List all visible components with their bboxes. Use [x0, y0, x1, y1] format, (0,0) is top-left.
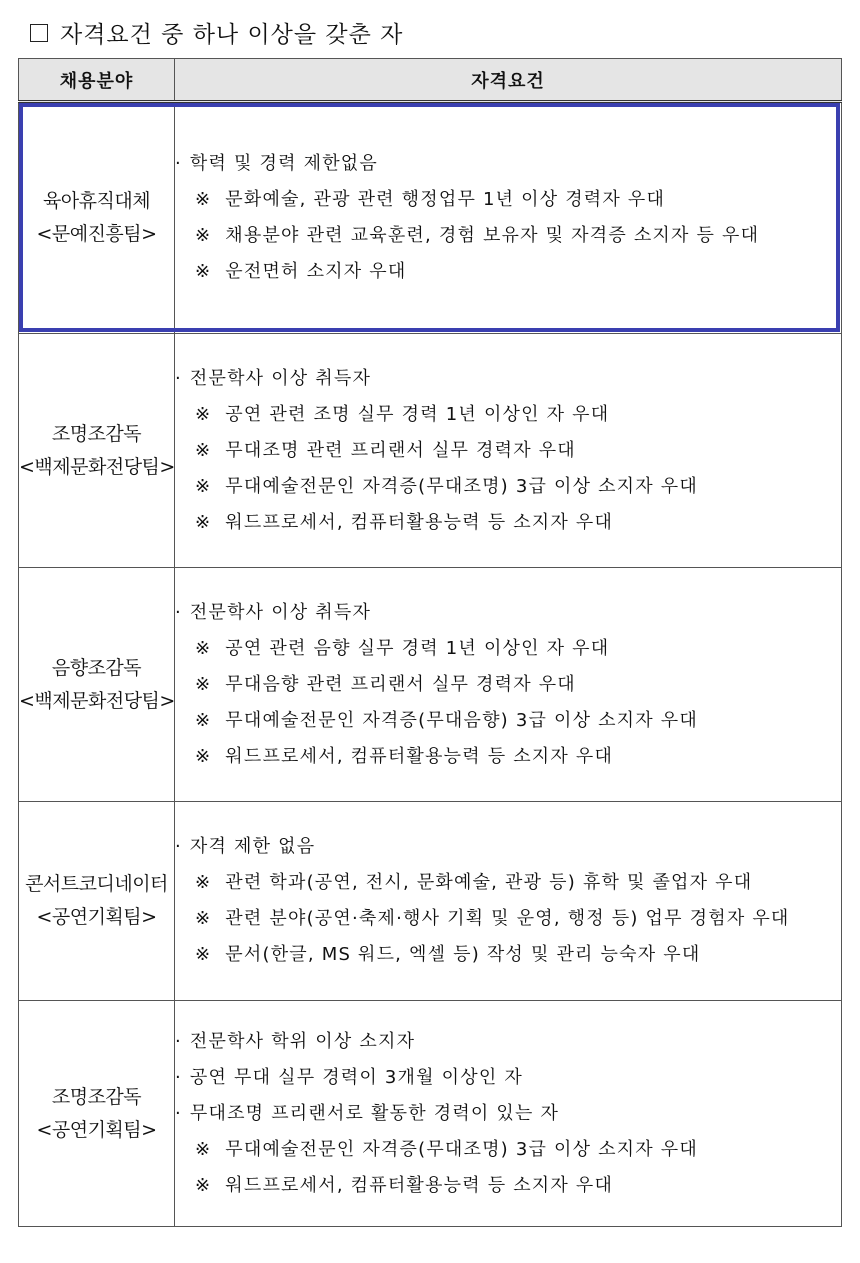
requirement-item: · 자격 제한 없음 — [175, 829, 841, 865]
requirement-item: · 공연 무대 실무 경력이 3개월 이상인 자 — [175, 1060, 841, 1096]
field-name: 콘서트코디네이터 — [25, 873, 168, 895]
requirement-item: · 전문학사 학위 이상 소지자 — [175, 1024, 841, 1060]
requirement-item: · 무대조명 프리랜서로 활동한 경력이 있는 자 — [175, 1096, 841, 1132]
field-name: 육아휴직대체 — [42, 190, 151, 212]
requirement-item: · 학력 및 경력 제한없음 — [175, 146, 841, 182]
checkbox-square-icon — [30, 24, 48, 42]
preference-note: ※ 문서(한글, MS 워드, 엑셀 등) 작성 및 관리 능숙자 우대 — [175, 937, 841, 973]
requirement-item: · 전문학사 이상 취득자 — [175, 595, 841, 631]
table-row — [19, 102, 842, 334]
preference-note: ※ 워드프로세서, 컴퓨터활용능력 등 소지자 우대 — [175, 1168, 841, 1204]
field-cell — [19, 802, 175, 1001]
preference-note: ※ 공연 관련 음향 실무 경력 1년 이상인 자 우대 — [175, 631, 841, 667]
field-team: <문예진흥팀> — [36, 223, 157, 245]
preference-note: ※ 공연 관련 조명 실무 경력 1년 이상인 자 우대 — [175, 397, 841, 433]
requirements-cell — [175, 334, 842, 568]
preference-note: ※ 무대조명 관련 프리랜서 실무 경력자 우대 — [175, 433, 841, 469]
field-cell — [19, 334, 175, 568]
field-team: <백제문화전당팀> — [19, 689, 175, 712]
requirements-cell — [175, 802, 842, 1001]
field-cell — [19, 102, 175, 334]
table-row — [19, 568, 842, 802]
header-requirements: 자격요건 — [175, 59, 842, 102]
preference-note: ※ 무대예술전문인 자격증(무대음향) 3급 이상 소지자 우대 — [175, 703, 841, 739]
preference-note: ※ 워드프로세서, 컴퓨터활용능력 등 소지자 우대 — [175, 505, 841, 541]
preference-note: ※ 관련 분야(공연·축제·행사 기획 및 운영, 행정 등) 업무 경험자 우대 — [175, 901, 841, 937]
requirements-cell — [175, 1001, 842, 1227]
field-team: <공연기획팀> — [36, 906, 157, 928]
field-name: 음향조감독 — [51, 656, 142, 679]
field-team: <백제문화전당팀> — [19, 455, 175, 478]
requirement-item: · 전문학사 이상 취득자 — [175, 361, 841, 397]
preference-note: ※ 무대예술전문인 자격증(무대조명) 3급 이상 소지자 우대 — [175, 469, 841, 505]
table-row — [19, 1001, 842, 1227]
section-heading-text: 자격요건 중 하나 이상을 갖춘 자 — [60, 22, 404, 48]
table-row — [19, 334, 842, 568]
field-team: <공연기획팀> — [36, 1118, 157, 1141]
field-cell — [19, 568, 175, 802]
field-cell — [19, 1001, 175, 1227]
preference-note: ※ 워드프로세서, 컴퓨터활용능력 등 소지자 우대 — [175, 739, 841, 775]
preference-note: ※ 무대음향 관련 프리랜서 실무 경력자 우대 — [175, 667, 841, 703]
preference-note: ※ 문화예술, 관광 관련 행정업무 1년 이상 경력자 우대 — [175, 182, 841, 218]
requirements-table — [18, 58, 842, 1227]
preference-note: ※ 운전면허 소지자 우대 — [175, 254, 841, 290]
field-name: 조명조감독 — [51, 1085, 142, 1108]
requirements-cell — [175, 568, 842, 802]
requirements-cell — [175, 102, 842, 334]
table-header-row — [19, 59, 842, 102]
section-heading — [30, 16, 403, 49]
header-field: 채용분야 — [19, 59, 175, 102]
preference-note: ※ 채용분야 관련 교육훈련, 경험 보유자 및 자격증 소지자 등 우대 — [175, 218, 841, 254]
field-name: 조명조감독 — [51, 422, 142, 445]
preference-note: ※ 관련 학과(공연, 전시, 문화예술, 관광 등) 휴학 및 졸업자 우대 — [175, 865, 841, 901]
preference-note: ※ 무대예술전문인 자격증(무대조명) 3급 이상 소지자 우대 — [175, 1132, 841, 1168]
table-row — [19, 802, 842, 1001]
